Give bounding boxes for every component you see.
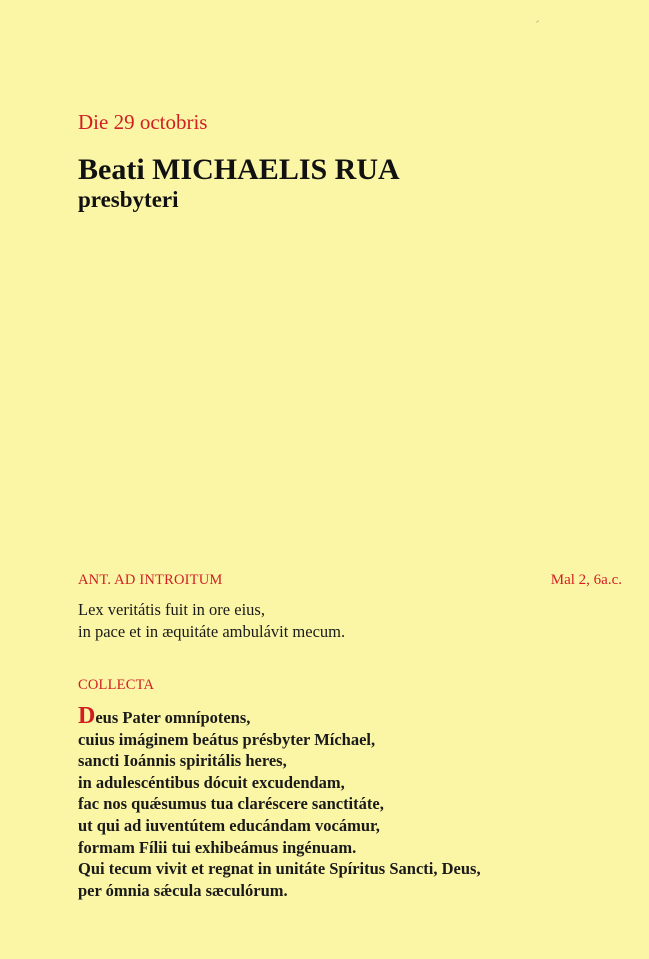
paper-speck xyxy=(536,20,539,23)
collect-first-line: eus Pater omnípotens, xyxy=(95,708,251,727)
page-subtitle: presbyteri xyxy=(78,187,179,212)
collect-line: per ómnia sǽcula sæculórum. xyxy=(78,880,288,900)
collect-line: sancti Ioánnis spiritális heres, xyxy=(78,751,287,771)
collect-label: COLLECTA xyxy=(78,677,155,693)
introit-line: Lex veritátis fuit in ore eius, xyxy=(78,600,265,619)
collect-line: in adulescéntibus dócuit excudendam, xyxy=(78,772,345,792)
page-title: Beati MICHAELIS RUA xyxy=(78,153,400,186)
collect-line: formam Fílii tui exhibeámus ingénuam. xyxy=(78,837,357,857)
drop-cap-initial: D xyxy=(78,703,96,729)
introit-label: ANT. AD INTROITUM xyxy=(78,572,223,588)
collect-line xyxy=(78,703,481,729)
scripture-reference: Mal 2, 6a.c. xyxy=(550,572,622,588)
collect-line: ut qui ad iuventútem educándam vocámur, xyxy=(78,815,380,835)
collect-line: Qui tecum vivit et regnat in unitáte Spíritus Sancti, Deus, xyxy=(78,859,481,879)
collect-text xyxy=(78,703,481,901)
collect-line: cuius imáginem beátus présbyter Míchael, xyxy=(78,729,376,749)
feast-date: Die 29 octobris xyxy=(78,110,208,134)
introit-text xyxy=(78,599,345,642)
introit-line: in pace et in æquitáte ambulávit mecum. xyxy=(78,621,346,641)
collect-line: fac nos quǽsumus tua claréscere sanctitáte, xyxy=(78,794,384,814)
